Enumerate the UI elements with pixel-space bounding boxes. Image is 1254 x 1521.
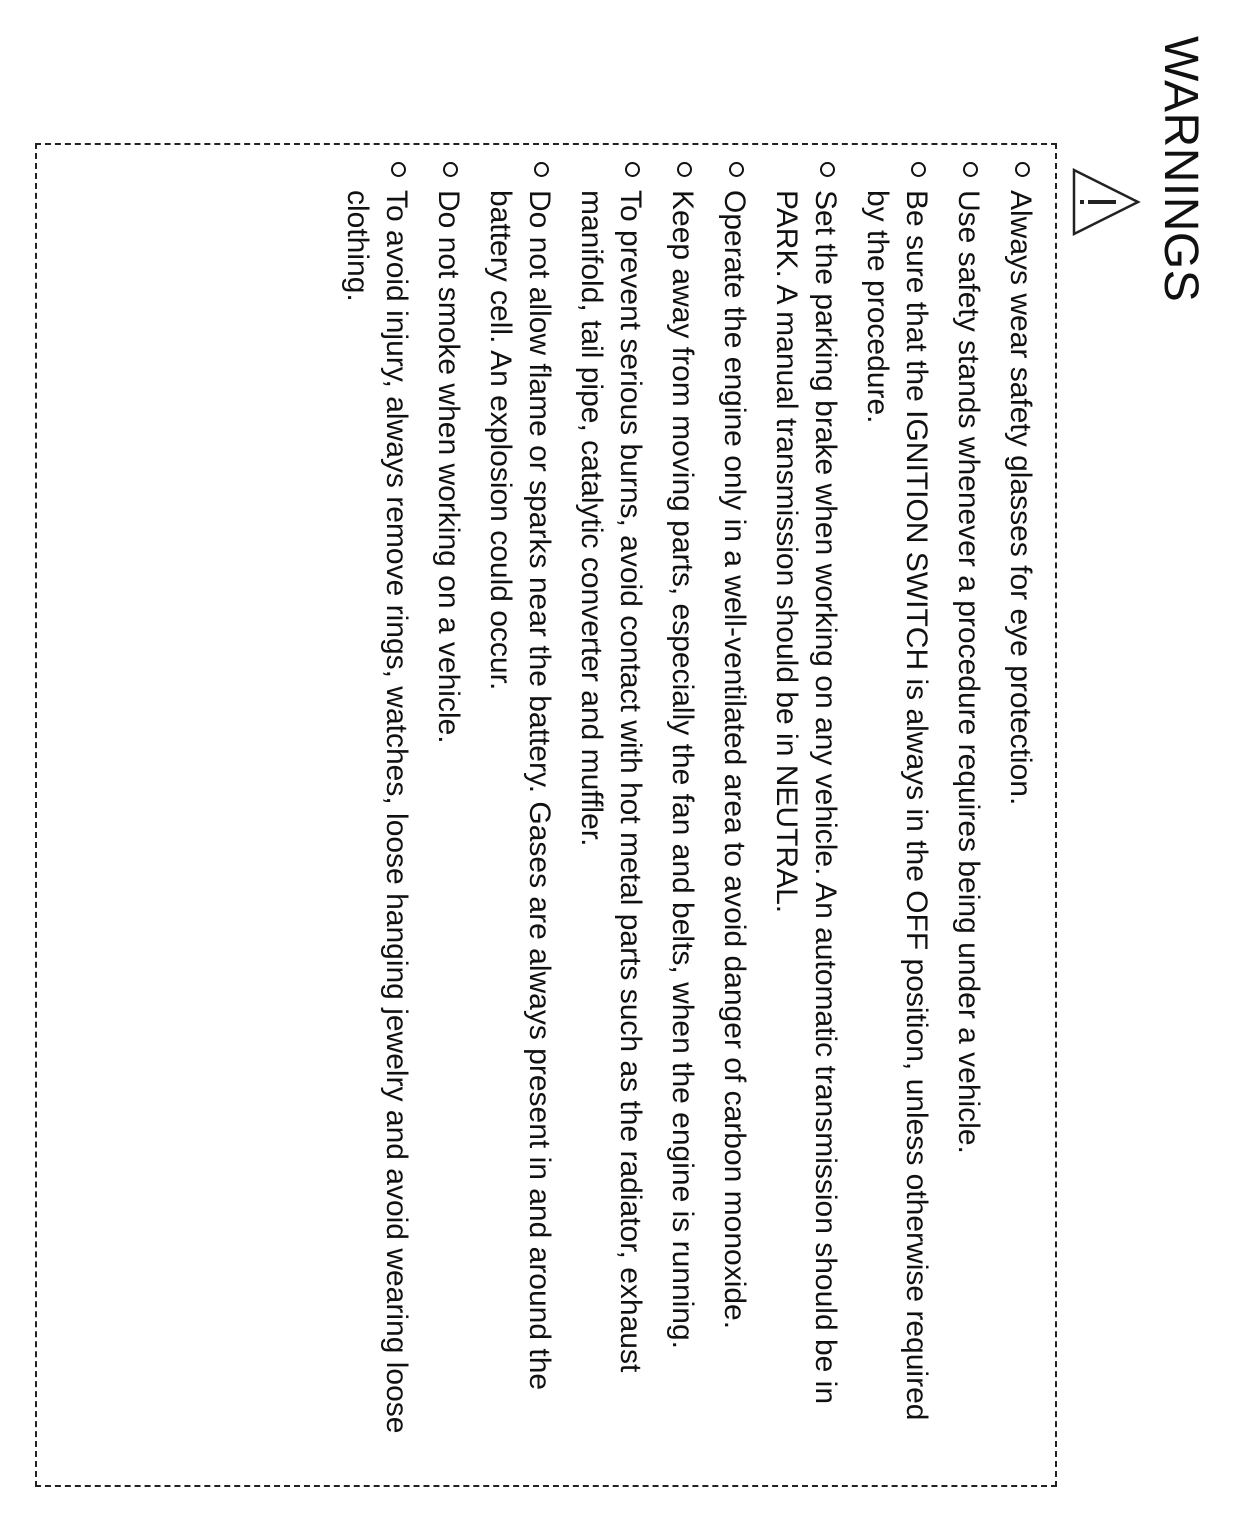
warning-triangle-icon [1070, 166, 1142, 238]
bullet-circle-icon [1015, 162, 1030, 177]
warning-text: Do not allow flame or sparks near the battery. Gases are always present in and around the battery cell. An explosion could occur. [484, 190, 556, 1391]
warning-text: Set the parking brake when working on any vehicle. An automatic transmission should be in PARK. A manual transmission should be in NEUTRAL. [770, 190, 842, 1405]
list-item [767, 162, 845, 1452]
warning-text: To prevent serious burns, avoid contact with hot metal parts such as the radiator, exhaust manifold, tail pipe, catalytic converter and muffler. [575, 190, 647, 1373]
list-item [481, 162, 559, 1452]
bullet-circle-icon [625, 162, 640, 177]
list-item [572, 162, 650, 1452]
warning-text: Be sure that the IGNITION SWITCH is always in the OFF position, unless otherwise required by the procedure. [861, 190, 933, 1421]
bullet-circle-icon [391, 162, 406, 177]
warning-text: Keep away from moving parts, especially the fan and belts, when the engine is running. [666, 190, 699, 1350]
list-item [858, 162, 936, 1452]
bullet-circle-icon [820, 162, 835, 177]
page-title: WARNINGS [1154, 36, 1207, 303]
bullet-circle-icon [534, 162, 549, 177]
bullet-circle-icon [911, 162, 926, 177]
list-item [338, 162, 416, 1452]
bullet-circle-icon [443, 162, 458, 177]
warning-text: To avoid injury, always remove rings, watches, loose hanging jewelry and avoid wearing loose clothing. [341, 190, 413, 1434]
warning-text: Do not smoke when working on a vehicle. [432, 190, 465, 744]
list-item [663, 162, 702, 1452]
warning-text: Operate the engine only in a well-ventilated area to avoid danger of carbon monoxide. [718, 190, 751, 1330]
list-item [1001, 162, 1040, 1452]
list-item [715, 162, 754, 1452]
warning-text: Always wear safety glasses for eye protection. [1004, 190, 1037, 806]
bullet-circle-icon [963, 162, 978, 177]
list-item [949, 162, 988, 1452]
bullet-circle-icon [677, 162, 692, 177]
list-item [429, 162, 468, 1452]
bullet-circle-icon [729, 162, 744, 177]
warnings-list [325, 162, 1040, 1452]
warning-text: Use safety stands whenever a procedure requires being under a vehicle. [952, 190, 985, 1154]
